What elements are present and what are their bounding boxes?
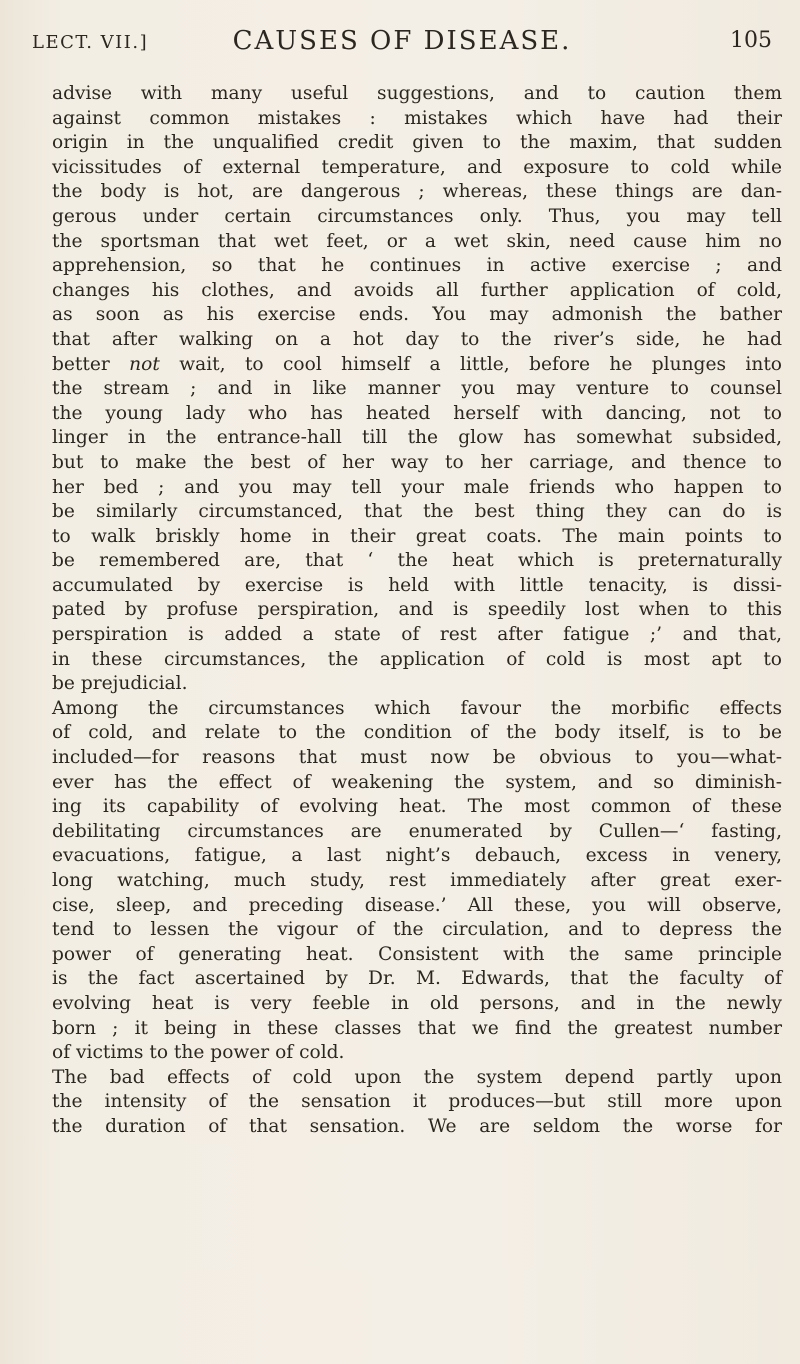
text-line: be similarly circumstanced, that the best thing they can do is [52,501,782,523]
page-number: 105 [730,28,772,53]
text-line: ing its capability of evolving heat. The most common of these [52,796,782,818]
text-line: apprehension, so that he continues in active exercise ; and [52,255,782,277]
emphasis-word: not [129,353,160,375]
text-line: the body is hot, are dangerous ; whereas, these things are dan- [52,181,782,203]
text-line: but to make the best of her way to her carriage, and thence to [52,451,782,473]
text-line: long watching, much study, rest immediately after great exer- [52,870,782,891]
text-line: power of generating heat. Consistent with the same principle [52,943,782,965]
text-line: as soon as his exercise ends. You may admonish the bather [52,304,782,326]
text-line: be prejudicial. [52,673,188,695]
text-line: origin in the unqualified credit given to the maxim, that sudden [52,132,782,154]
text-line: her bed ; and you may tell your male friends who happen to [52,476,782,498]
text-line: is the fact ascertained by Dr. M. Edwards, that the faculty of [52,968,782,990]
text-line: perspiration is added a state of rest after fatigue ;’ and that, [52,624,782,646]
text-line: that after walking on a hot day to the river’s side, he had [52,328,782,350]
text-line: of cold, and relate to the condition of the body itself, is to be [52,722,782,744]
text-line: gerous under certain circumstances only. Thus, you may tell [52,205,782,227]
text-line: be remembered are, that ‘ the heat which is preternaturally [52,550,782,572]
text-line: the stream ; and in like manner you may venture to counsel [52,378,782,400]
text-line: changes his clothes, and avoids all further application of cold, [52,279,782,301]
text-line: the intensity of the sensation it produces—but still more upon [52,1091,782,1113]
text-line: Among the circumstances which favour the morbific effects [52,697,782,719]
body-text [52,82,782,1140]
text-line: pated by profuse perspiration, and is speedily lost when to this [52,599,782,621]
text-line: debilitating circumstances are enumerated by Cullen—‘ fasting, [52,820,782,842]
text-line: linger in the entrance-hall till the glow has somewhat subsided, [52,427,782,449]
chapter-title: CAUSES OF DISEASE. [232,26,572,56]
text-line: against common mistakes : mistakes which have had their [52,107,782,129]
text-line: born ; it being in these classes that we find the greatest number [52,1017,782,1039]
text-line: the duration of that sensation. We are seldom the worse for [52,1115,782,1137]
text-line: cise, sleep, and preceding disease.’ All these, you will observe, [52,894,782,916]
text-line: The bad effects of cold upon the system depend partly upon [52,1066,782,1088]
text-line: the young lady who has heated herself with dancing, not to [52,402,782,424]
text-line: in these circumstances, the application of cold is most apt to [52,648,782,670]
text-line: included—for reasons that must now be obvious to you—what- [52,747,782,769]
text-line: ever has the effect of weakening the system, and so diminish- [52,771,782,793]
text-line: to walk briskly home in their great coats. The main points to [52,525,782,547]
text-line: better not wait, to cool himself a little, before he plunges into [52,353,782,375]
lecture-number: LECT. VII.] [32,32,149,53]
text-line: vicissitudes of external temperature, and exposure to cold while [52,156,782,178]
text-line: the sportsman that wet feet, or a wet skin, need cause him no [52,230,782,252]
text-line: advise with many useful suggestions, and to caution them [52,83,782,104]
text-line: of victims to the power of cold. [52,1042,345,1064]
text-line: evacuations, fatigue, a last night’s debauch, excess in venery, [52,845,782,867]
text-line: evolving heat is very feeble in old persons, and in the newly [52,992,782,1014]
running-head [32,26,772,62]
text-line: accumulated by exercise is held with little tenacity, is dissi- [52,574,782,596]
text-line: tend to lessen the vigour of the circulation, and to depress the [52,919,782,941]
